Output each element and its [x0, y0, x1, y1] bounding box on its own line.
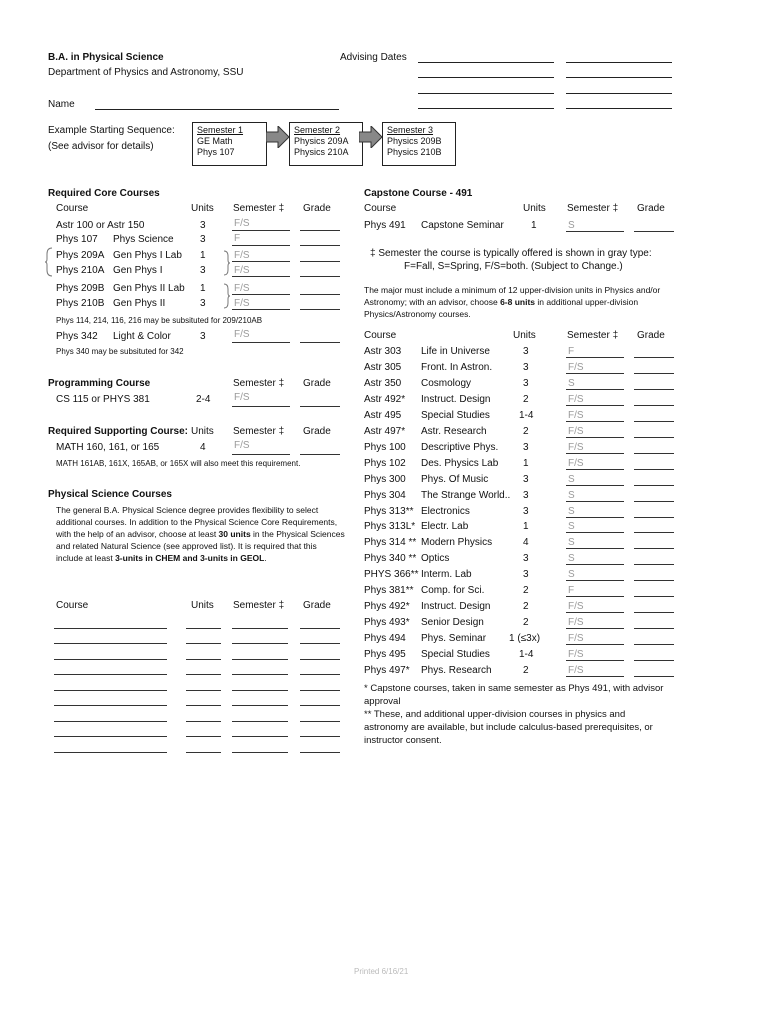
- semester-offered: F/S: [234, 440, 250, 451]
- semester-field[interactable]: [566, 660, 624, 661]
- grade-field[interactable]: [300, 705, 340, 706]
- semester-field[interactable]: [232, 342, 290, 343]
- semester-field[interactable]: [232, 230, 290, 231]
- course-field[interactable]: [54, 659, 167, 660]
- units: 1: [531, 220, 537, 231]
- left-brace-icon: [44, 247, 54, 277]
- course-code: Phys 340 **: [364, 553, 417, 564]
- course-code: Phys 100: [364, 442, 406, 453]
- semester-offered: F: [568, 585, 575, 596]
- semester-field[interactable]: [566, 437, 624, 438]
- right-brace-icon: [222, 283, 232, 309]
- units-field[interactable]: [186, 643, 221, 644]
- semester-field[interactable]: [232, 690, 288, 691]
- grade-field[interactable]: [634, 644, 674, 645]
- units: 2: [523, 665, 529, 676]
- course-code: Astr 350: [364, 378, 402, 389]
- semester-field[interactable]: [232, 659, 288, 660]
- semester-title: Semester 3: [387, 125, 434, 135]
- units: 4: [200, 442, 206, 453]
- course-name: Light & Color: [113, 331, 171, 342]
- capstone-section-title: Capstone Course - 491: [364, 188, 473, 199]
- course-code: Phys 495: [364, 649, 406, 660]
- units: 3: [200, 265, 206, 276]
- units: 2: [523, 601, 529, 612]
- course-code: PHYS 366**: [364, 569, 419, 580]
- course-name: Gen Phys II: [113, 298, 166, 309]
- units: 3: [523, 553, 529, 564]
- grade-field[interactable]: [634, 469, 674, 470]
- course-code: Phys 313L*: [364, 521, 416, 532]
- semester-offered: F/S: [234, 392, 250, 403]
- semester-offered: S: [568, 537, 575, 548]
- col-header-units: Units: [191, 426, 214, 437]
- units: 3: [523, 362, 529, 373]
- course-code: Astr 100 or Astr 150: [56, 220, 145, 231]
- advising-date-field[interactable]: [418, 108, 554, 109]
- course-name: Phys. Seminar: [421, 633, 487, 644]
- units: 1: [200, 283, 206, 294]
- col-header-semester: Semester ‡: [567, 330, 619, 341]
- semester-field[interactable]: [566, 485, 624, 486]
- course-code: Phys 497*: [364, 665, 410, 676]
- units: 2: [523, 617, 529, 628]
- course-field[interactable]: [54, 643, 167, 644]
- course-field[interactable]: [54, 705, 167, 706]
- semester-offered: F/S: [234, 283, 250, 294]
- semester-offered: F: [568, 346, 575, 357]
- grade-field[interactable]: [634, 676, 674, 677]
- course-code: CS 115 or PHYS 381: [56, 394, 150, 405]
- course-name: Phys. Research: [421, 665, 492, 676]
- dagger-note-line-1: ‡ Semester the course is typically offered is shown in gray type:: [370, 248, 652, 259]
- semester-offered: S: [568, 506, 575, 517]
- grade-field[interactable]: [634, 548, 674, 549]
- grade-field[interactable]: [300, 294, 340, 295]
- col-header-grade: Grade: [303, 426, 331, 437]
- course-name: Optics: [421, 553, 450, 564]
- course-name: Gen Phys I: [113, 265, 163, 276]
- col-header-course: Course: [56, 600, 89, 611]
- physci-description: The general B.A. Physical Science degree provides flexibility to select additional courses. In addition to the Physical Science Core Requirements, with the help of an advisor, choose at least 30 units in the Physical Sciences and related Natural Science (see approved list). It is required that this include at least 3-units in CHEM and 3-units in GEOL.: [56, 505, 345, 563]
- col-header-units: Units: [191, 600, 214, 611]
- semester-field[interactable]: [566, 231, 624, 232]
- course-code: Phys 209B: [56, 283, 105, 294]
- name-field[interactable]: [95, 109, 339, 110]
- course-name: Front. In Astron.: [421, 362, 493, 373]
- semester-offered: F/S: [568, 458, 584, 469]
- semester-offered: F/S: [234, 298, 250, 309]
- course-code: Phys 210B: [56, 298, 105, 309]
- units: 3: [523, 346, 529, 357]
- course-field[interactable]: [54, 721, 167, 722]
- units: 3: [523, 490, 529, 501]
- grade-field[interactable]: [300, 721, 340, 722]
- semester-field[interactable]: [232, 406, 290, 407]
- semester-field[interactable]: [232, 276, 290, 277]
- semester-offered: F/S: [568, 362, 584, 373]
- prereq-footnote: ** These, and additional upper-division courses in physics and astronomy are available, but include calculus-based prerequisites, or instructor consent.: [364, 709, 653, 746]
- col-header-units: Units: [191, 203, 214, 214]
- math-substitution-note: MATH 161AB, 161X, 165AB, or 165X will also meet this requirement.: [56, 459, 301, 468]
- semester-course: Physics 209B: [387, 136, 442, 146]
- semester-2-box: [289, 122, 363, 166]
- course-code: Phys 102: [364, 458, 406, 469]
- col-header-grade: Grade: [303, 600, 331, 611]
- semester-field[interactable]: [566, 469, 624, 470]
- grade-field[interactable]: [634, 389, 674, 390]
- col-header-semester: Semester ‡: [233, 600, 285, 611]
- semester-offered: F/S: [568, 394, 584, 405]
- units: 2-4: [196, 394, 211, 405]
- grade-field[interactable]: [634, 564, 674, 565]
- course-code: MATH 160, 161, or 165: [56, 442, 160, 453]
- semester-field[interactable]: [566, 612, 624, 613]
- printed-date: Printed 6/16/21: [354, 967, 409, 976]
- core-substitution-note: Phys 114, 214, 116, 216 may be subsituted for 209/210AB: [56, 316, 263, 325]
- semester-offered: S: [568, 220, 575, 231]
- course-code: Phys 342: [56, 331, 98, 342]
- course-name: Gen Phys II Lab: [113, 283, 185, 294]
- col-header-course: Course: [364, 203, 397, 214]
- semester-offered: F/S: [234, 329, 250, 340]
- grade-field[interactable]: [300, 309, 340, 310]
- course-code: Astr 305: [364, 362, 402, 373]
- semester-offered: S: [568, 569, 575, 580]
- course-name: Phys Science: [113, 234, 174, 245]
- course-code: Astr 492*: [364, 394, 406, 405]
- semester-offered: S: [568, 553, 575, 564]
- name-label: Name: [48, 99, 75, 110]
- units: 3: [523, 569, 529, 580]
- sequence-note: (See advisor for details): [48, 141, 154, 152]
- course-name: Electronics: [421, 506, 470, 517]
- semester-field[interactable]: [566, 644, 624, 645]
- grade-field[interactable]: [300, 643, 340, 644]
- grade-field[interactable]: [300, 342, 340, 343]
- department-name: Department of Physics and Astronomy, SSU: [48, 67, 244, 78]
- course-code: Phys 494: [364, 633, 406, 644]
- semester-field[interactable]: [232, 705, 288, 706]
- sequence-label: Example Starting Sequence:: [48, 125, 175, 136]
- units: 4: [523, 537, 529, 548]
- grade-field[interactable]: [634, 373, 674, 374]
- units-field[interactable]: [186, 705, 221, 706]
- semester-offered: F/S: [568, 601, 584, 612]
- course-name: Capstone Seminar: [421, 220, 504, 231]
- course-field[interactable]: [54, 674, 167, 675]
- units: 3: [200, 298, 206, 309]
- grade-field[interactable]: [300, 406, 340, 407]
- semester-course: Physics 210A: [294, 147, 349, 157]
- semester-offered: S: [568, 490, 575, 501]
- semester-offered: F/S: [568, 633, 584, 644]
- advising-date-field[interactable]: [418, 93, 554, 94]
- grade-field[interactable]: [634, 517, 674, 518]
- advising-dates-label: Advising Dates: [340, 52, 407, 63]
- grade-field[interactable]: [300, 674, 340, 675]
- units: 1: [523, 458, 529, 469]
- semester-field[interactable]: [566, 596, 624, 597]
- course-name: Cosmology: [421, 378, 472, 389]
- semester-field[interactable]: [566, 453, 624, 454]
- grade-field[interactable]: [300, 261, 340, 262]
- course-name: Modern Physics: [421, 537, 493, 548]
- core-section-title: Required Core Courses: [48, 188, 160, 199]
- capstone-footnote: * Capstone courses, taken in same semester as Phys 491, with advisor approval: [364, 683, 664, 707]
- course-name: Astr. Research: [421, 426, 487, 437]
- semester-1-box: [192, 122, 267, 166]
- course-field[interactable]: [54, 752, 167, 753]
- semester-offered: F/S: [568, 665, 584, 676]
- semester-field[interactable]: [232, 309, 290, 310]
- units: 1-4: [519, 649, 534, 660]
- units: 3: [523, 378, 529, 389]
- course-code: Phys 107: [56, 234, 98, 245]
- course-name: Life in Universe: [421, 346, 490, 357]
- semester-field[interactable]: [232, 245, 290, 246]
- course-name: Des. Physics Lab: [421, 458, 499, 469]
- course-name: Special Studies: [421, 649, 490, 660]
- grade-field[interactable]: [634, 596, 674, 597]
- grade-field[interactable]: [634, 660, 674, 661]
- course-field[interactable]: [54, 628, 167, 629]
- course-field[interactable]: [54, 736, 167, 737]
- grade-field[interactable]: [300, 230, 340, 231]
- semester-offered: F: [234, 233, 241, 244]
- advising-date-field[interactable]: [418, 62, 554, 63]
- course-name: Special Studies: [421, 410, 490, 421]
- course-field[interactable]: [54, 690, 167, 691]
- course-name: Senior Design: [421, 617, 484, 628]
- semester-field[interactable]: [566, 389, 624, 390]
- course-code: Phys 210A: [56, 265, 105, 276]
- units: 2: [523, 394, 529, 405]
- col-header-semester: Semester ‡: [567, 203, 619, 214]
- semester-course: GE Math: [197, 136, 233, 146]
- col-header-semester: Semester ‡: [233, 426, 285, 437]
- semester-course: Phys 107: [197, 147, 235, 157]
- semester-field[interactable]: [232, 674, 288, 675]
- semester-offered: F/S: [234, 250, 250, 261]
- grade-field[interactable]: [634, 628, 674, 629]
- units-field[interactable]: [186, 628, 221, 629]
- col-header-grade: Grade: [637, 203, 665, 214]
- grade-field[interactable]: [634, 532, 674, 533]
- semester-course: Physics 210B: [387, 147, 442, 157]
- semester-field[interactable]: [566, 421, 624, 422]
- course-name: Interm. Lab: [421, 569, 472, 580]
- course-name: The Strange World..: [421, 490, 511, 501]
- semester-field[interactable]: [566, 357, 624, 358]
- grade-field[interactable]: [634, 357, 674, 358]
- semester-field[interactable]: [566, 405, 624, 406]
- dagger-note-line-2: F=Fall, S=Spring, F/S=both. (Subject to Change.): [404, 261, 623, 272]
- semester-offered: S: [568, 474, 575, 485]
- semester-field[interactable]: [566, 676, 624, 677]
- grade-field[interactable]: [634, 485, 674, 486]
- advising-date-field[interactable]: [418, 77, 554, 78]
- advising-date-field[interactable]: [566, 93, 672, 94]
- course-code: Phys 314 **: [364, 537, 417, 548]
- course-name: Phys. Of Music: [421, 474, 489, 485]
- course-code: Phys 209A: [56, 250, 105, 261]
- units: 2: [523, 585, 529, 596]
- units-field[interactable]: [186, 752, 221, 753]
- semester-offered: F/S: [568, 617, 584, 628]
- col-header-units: Units: [523, 203, 546, 214]
- course-code: Phys 491: [364, 220, 406, 231]
- grade-field[interactable]: [634, 580, 674, 581]
- semester-field[interactable]: [232, 628, 288, 629]
- semester-title: Semester 2: [294, 125, 341, 135]
- grade-field[interactable]: [300, 659, 340, 660]
- units: 3: [523, 474, 529, 485]
- grade-field[interactable]: [634, 501, 674, 502]
- col-header-semester: Semester ‡: [233, 378, 285, 389]
- semester-offered: F/S: [568, 426, 584, 437]
- course-name: Descriptive Phys.: [421, 442, 499, 453]
- col-header-course: Course: [56, 203, 89, 214]
- semester-field[interactable]: [566, 517, 624, 518]
- units: 2: [523, 426, 529, 437]
- arrow-right-icon: [266, 126, 290, 148]
- right-brace-icon: [222, 250, 232, 276]
- grade-field[interactable]: [634, 612, 674, 613]
- semester-field[interactable]: [566, 501, 624, 502]
- col-header-semester: Semester ‡: [233, 203, 285, 214]
- semester-field[interactable]: [232, 261, 290, 262]
- course-code: Phys 313**: [364, 506, 414, 517]
- col-header-grade: Grade: [303, 203, 331, 214]
- grade-field[interactable]: [634, 437, 674, 438]
- upper-division-note: The major must include a minimum of 12 upper-division units in Physics and/or Astronomy; with an advisor, choose 6-8 units in additional upper-division Physics/Astronomy courses.: [364, 285, 661, 319]
- course-code: Phys 304: [364, 490, 406, 501]
- semester-field[interactable]: [232, 643, 288, 644]
- units-field[interactable]: [186, 690, 221, 691]
- col-header-course: Course: [364, 330, 397, 341]
- course-code: Phys 492*: [364, 601, 410, 612]
- course-code: Astr 303: [364, 346, 402, 357]
- course-code: Phys 493*: [364, 617, 410, 628]
- semester-field[interactable]: [232, 294, 290, 295]
- semester-offered: F/S: [568, 442, 584, 453]
- semester-offered: S: [568, 378, 575, 389]
- course-name: Instruct. Design: [421, 394, 491, 405]
- semester-offered: F/S: [568, 649, 584, 660]
- grade-field[interactable]: [300, 454, 340, 455]
- grade-field[interactable]: [634, 405, 674, 406]
- advising-date-field[interactable]: [566, 77, 672, 78]
- units: 3: [200, 220, 206, 231]
- semester-offered: S: [568, 521, 575, 532]
- course-code: Astr 495: [364, 410, 402, 421]
- units-field[interactable]: [186, 674, 221, 675]
- semester-course: Physics 209A: [294, 136, 349, 146]
- programming-section-title: Programming Course: [48, 378, 151, 389]
- grade-field[interactable]: [634, 231, 674, 232]
- units: 1: [523, 521, 529, 532]
- physci-section-title: Physical Science Courses: [48, 489, 172, 500]
- units: 3: [523, 442, 529, 453]
- grade-field[interactable]: [300, 690, 340, 691]
- units: 1: [200, 250, 206, 261]
- semester-offered: F/S: [568, 410, 584, 421]
- semester-title: Semester 1: [197, 125, 244, 135]
- units-field[interactable]: [186, 659, 221, 660]
- units: 1-4: [519, 410, 534, 421]
- semester-field[interactable]: [232, 454, 290, 455]
- grade-field[interactable]: [300, 736, 340, 737]
- course-name: Comp. for Sci.: [421, 585, 485, 596]
- semester-field[interactable]: [232, 736, 288, 737]
- semester-field[interactable]: [566, 532, 624, 533]
- units-field[interactable]: [186, 721, 221, 722]
- units: 3: [523, 506, 529, 517]
- col-header-grade: Grade: [303, 378, 331, 389]
- semester-offered: F/S: [234, 218, 250, 229]
- semester-field[interactable]: [566, 548, 624, 549]
- course-name: Instruct. Design: [421, 601, 491, 612]
- semester-field[interactable]: [566, 564, 624, 565]
- semester-field[interactable]: [232, 721, 288, 722]
- units: 3: [200, 234, 206, 245]
- program-title: B.A. in Physical Science: [48, 52, 164, 63]
- grade-field[interactable]: [300, 752, 340, 753]
- semester-3-box: [382, 122, 456, 166]
- semester-field[interactable]: [232, 752, 288, 753]
- course-code: Phys 300: [364, 474, 406, 485]
- course-code: Phys 381**: [364, 585, 414, 596]
- units: 3: [200, 331, 206, 342]
- course-name: Gen Phys I Lab: [113, 250, 182, 261]
- semester-offered: F/S: [234, 265, 250, 276]
- units: 1 (≤3x): [509, 633, 541, 644]
- advising-date-field[interactable]: [566, 108, 672, 109]
- course-name: Electr. Lab: [421, 521, 469, 532]
- phys342-substitution-note: Phys 340 may be subsituted for 342: [56, 347, 184, 356]
- supporting-section-title: Required Supporting Course:: [48, 426, 188, 437]
- semester-field[interactable]: [566, 580, 624, 581]
- grade-field[interactable]: [300, 276, 340, 277]
- semester-field[interactable]: [566, 373, 624, 374]
- col-header-grade: Grade: [637, 330, 665, 341]
- advising-date-field[interactable]: [566, 62, 672, 63]
- units-field[interactable]: [186, 736, 221, 737]
- col-header-units: Units: [513, 330, 536, 341]
- grade-field[interactable]: [634, 421, 674, 422]
- grade-field[interactable]: [634, 453, 674, 454]
- semester-field[interactable]: [566, 628, 624, 629]
- arrow-right-icon: [359, 126, 383, 148]
- grade-field[interactable]: [300, 245, 340, 246]
- grade-field[interactable]: [300, 628, 340, 629]
- course-code: Astr 497*: [364, 426, 406, 437]
